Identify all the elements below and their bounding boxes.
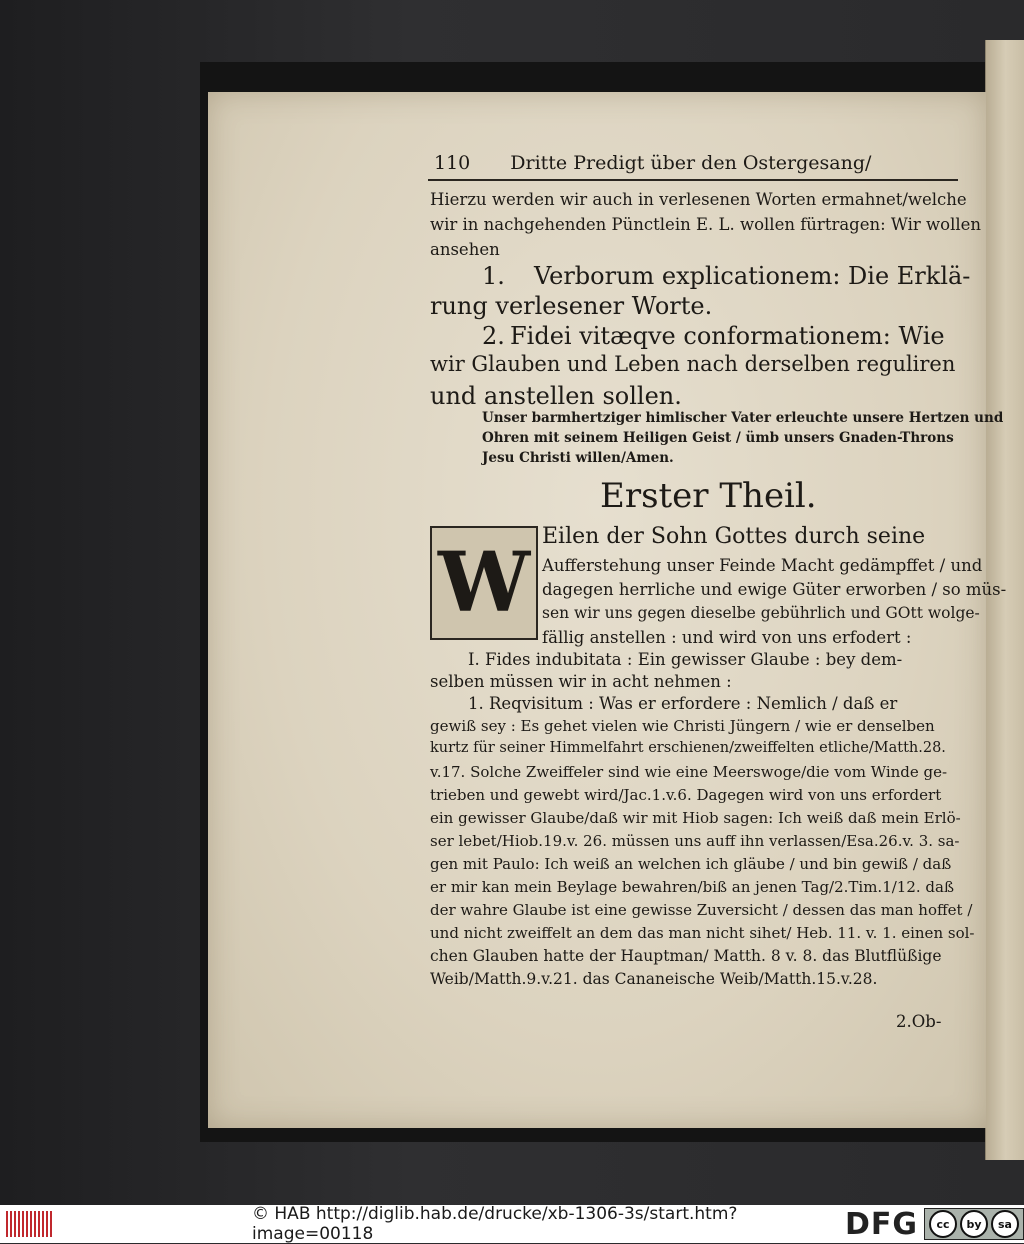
decorated-initial [430,526,538,640]
sa-icon: sa [991,1210,1019,1238]
intro-line: Hierzu werden wir auch in verlesenen Worten ermahnet/welche [430,190,967,209]
paragraph-line: und nicht zweiffelt an dem das man nicht sihet/ Heb. 11. v. 1. einen sol- [430,924,975,942]
paragraph-line: gewiß sey : Es gehet vielen wie Christi Jüngern / wie er denselben [430,717,935,735]
catchword: 2.Ob- [896,1012,942,1031]
dfg-logo[interactable]: DFG [844,1206,918,1242]
intro-line: wir in nachgehenden Pünctlein E. L. wollen fürtragen: Wir wollen [430,215,982,234]
point-line: und anstellen sollen. [430,382,682,410]
paragraph-line: 1. Reqvisitum : Was er erfordere : Nemlich / daß er [468,694,898,713]
next-page-edge [985,40,1024,1160]
point-line: rung verlesener Worte. [430,292,713,320]
header-rule [428,179,958,181]
paragraph-line: trieben und gewebt wird/Jac.1.v.6. Dagegen wird von uns erfordert [430,786,942,804]
point-line: Verborum explicationem: Die Erklä- [534,262,971,290]
section-line: dagegen herrliche und ewige Güter erworben / so müs- [542,580,1007,599]
running-header [434,152,954,174]
point-number: 1. [482,262,505,290]
running-head: Dritte Predigt über den Ostergesang/ [510,152,872,174]
paragraph-line: ser lebet/Hiob.19.v. 26. müssen uns auff ihn verlassen/Esa.26.v. 3. sa- [430,832,960,850]
hab-logo-icon [6,1211,52,1237]
footer-bar [0,1205,1024,1243]
section-line: sen wir uns gegen dieselbe gebührlich und GOtt wolge- [542,604,980,622]
paragraph-line: chen Glauben hatte der Hauptman/ Matth. 8 v. 8. das Blutflüßige [430,947,942,965]
paragraph-line: der wahre Glaube ist eine gewisse Zuversicht / dessen das man hoffet / [430,901,973,919]
paragraph-line: v.17. Solche Zweiffeler sind wie eine Meerswoge/die vom Winde ge- [430,763,948,781]
page-number: 110 [434,152,471,174]
paragraph-line: gen mit Paulo: Ich weiß an welchen ich gläube / und bin gewiß / daß [430,855,952,873]
section-heading: Erster Theil. [600,476,817,516]
cc-license-badge[interactable] [924,1208,1024,1240]
prayer-line: Jesu Christi willen/Amen. [482,450,674,466]
section-line: Eilen der Sohn Gottes durch seine [542,524,926,549]
point-line: wir Glauben und Leben nach derselben reguliren [430,352,956,376]
by-icon: by [960,1210,988,1238]
paragraph-line: kurtz für seiner Himmelfahrt erschienen/zweiffelten etliche/Matth.28. [430,740,946,756]
paragraph-line: Weib/Matth.9.v.21. das Cananeische Weib/Matth.15.v.28. [430,970,878,988]
intro-line: ansehen [430,240,500,259]
copyright-link[interactable]: © HAB http://diglib.hab.de/drucke/xb-1306-3s/start.htm?image=00118 [252,1204,738,1244]
point-number: 2. [482,322,505,350]
prayer-line: Ohren mit seinem Heiligen Geist / ümb unsers Gnaden-Throns [482,430,954,446]
point-line: Fidei vitæqve conformationem: Wie [510,322,945,350]
section-line: Aufferstehung unser Feinde Macht gedämpffet / und [542,556,983,575]
paragraph-line: ein gewisser Glaube/daß wir mit Hiob sagen: Ich weiß daß mein Erlö- [430,809,961,827]
paragraph-line: I. Fides indubitata : Ein gewisser Glaube : bey dem- [468,650,903,669]
initial-letter: W [437,535,531,631]
section-line: fällig anstellen : und wird von uns erfodert : [542,628,912,647]
prayer-line: Unser barmhertziger himlischer Vater erleuchte unsere Hertzen und [482,410,1004,426]
paragraph-line: selben müssen wir in acht nehmen : [430,672,732,691]
paragraph-line: er mir kan mein Beylage bewahren/biß an jenen Tag/2.Tim.1/12. daß [430,878,954,896]
cc-icon: cc [929,1210,957,1238]
